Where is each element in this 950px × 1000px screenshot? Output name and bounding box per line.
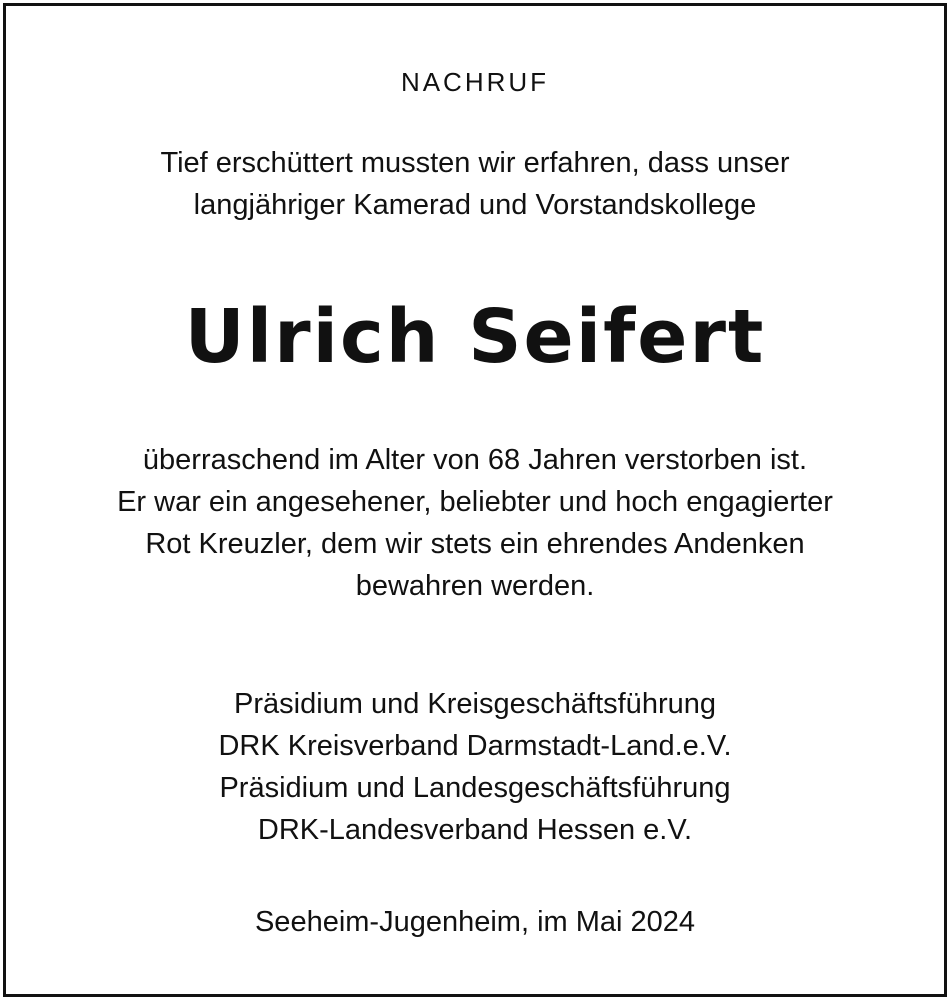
message-line: Rot Kreuzler, dem wir stets ein ehrendes Andenken [145, 528, 805, 560]
intro-line: Tief erschüttert mussten wir erfahren, dass unser [160, 147, 790, 179]
message-line: überraschend im Alter von 68 Jahren verstorben ist. [142, 444, 808, 476]
signatory-line: Präsidium und Landesgeschäftsführung [219, 772, 731, 804]
message-line: bewahren werden. [355, 570, 595, 602]
obituary-notice [3, 3, 947, 997]
deceased-name: Ulrich Seifert [184, 294, 766, 380]
signatory-line: DRK-Landesverband Hessen e.V. [257, 814, 693, 846]
message-line: Er war ein angesehener, beliebter und hoch engagierter [117, 486, 833, 518]
signatory-line: Präsidium und Kreisgeschäftsführung [234, 688, 716, 720]
intro-line: langjähriger Kamerad und Vorstandskollege [193, 189, 757, 221]
signatory-line: DRK Kreisverband Darmstadt-Land.e.V. [218, 730, 732, 762]
place-date: Seeheim-Jugenheim, im Mai 2024 [254, 906, 696, 938]
notice-heading: NACHRUF [400, 67, 550, 97]
